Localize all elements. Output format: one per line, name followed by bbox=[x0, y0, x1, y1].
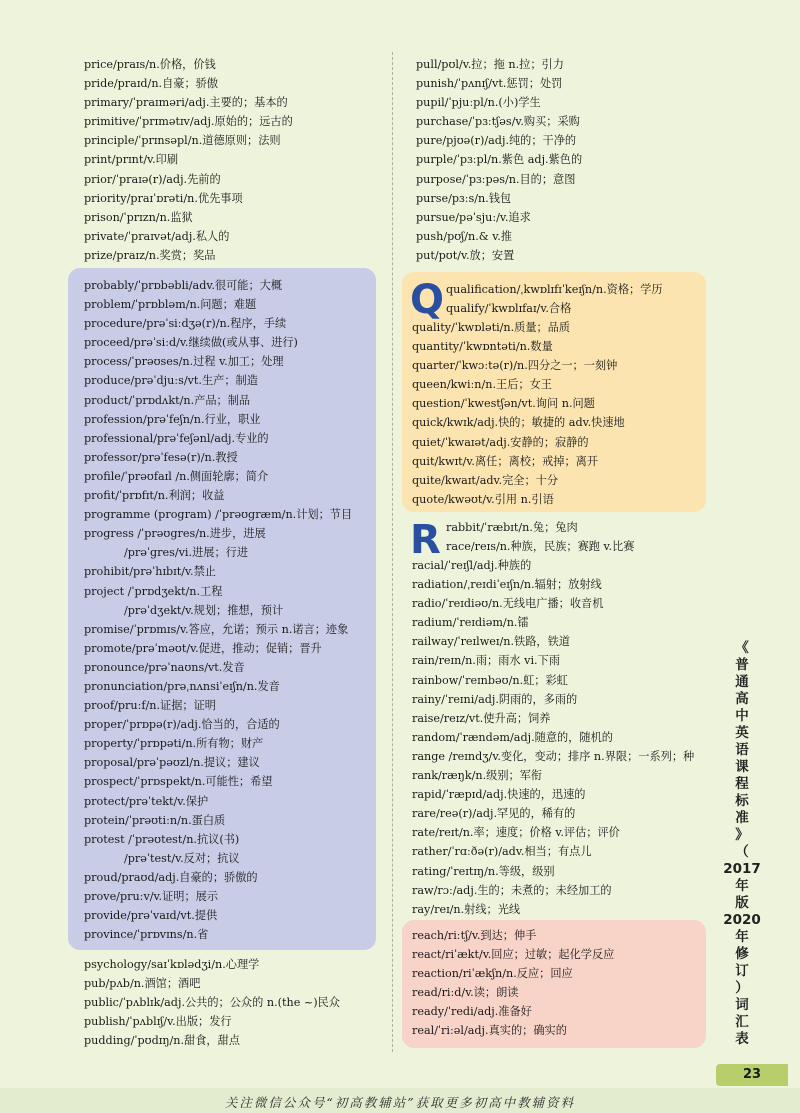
vocab-entry: punish/ˈpʌnɪʃ/vt.惩罚；处罚 bbox=[416, 77, 563, 91]
vocab-entry: push/pʊʃ/n.& v.推 bbox=[416, 229, 512, 243]
side-title-char: 词 bbox=[735, 997, 749, 1013]
r-box-entries bbox=[412, 926, 704, 1041]
vocab-entry: pull/pʊl/v.拉；拖 n.拉；引力 bbox=[416, 58, 564, 71]
vocab-entry: rain/reɪn/n.雨；雨水 vi.下雨 bbox=[412, 654, 560, 668]
right-column-top bbox=[416, 55, 706, 265]
section-letter-r: R bbox=[410, 517, 441, 563]
vocab-entry: put/pʊt/v.放；安置 bbox=[416, 248, 515, 262]
side-title-char: ） bbox=[735, 980, 749, 996]
vocab-entry: produce/prəˈdjuːs/vt.生产；制造 bbox=[84, 374, 258, 388]
vocab-entry: raise/reɪz/vt.使升高；饲养 bbox=[412, 711, 551, 725]
vocab-entry: qualification/ˌkwɒlɪfɪˈkeɪʃn/n.资格；学历 bbox=[446, 283, 663, 296]
side-title-char: 《 bbox=[735, 640, 749, 656]
side-title-char: （ bbox=[735, 844, 749, 860]
side-title-char: 汇 bbox=[735, 1014, 749, 1030]
side-title-char: 普 bbox=[735, 657, 749, 673]
side-title-char: 程 bbox=[735, 776, 749, 792]
side-title-char: 》 bbox=[735, 827, 749, 843]
vocab-entry: pub/pʌb/n.酒馆；酒吧 bbox=[84, 977, 201, 991]
vocab-entry: pupil/ˈpjuːpl/n.(小)学生 bbox=[416, 96, 541, 110]
vocab-entry: rainbow/ˈreɪnbəʊ/n.虹；彩虹 bbox=[412, 673, 568, 687]
vocab-entry: qualify/ˈkwɒlɪfaɪ/v.合格 bbox=[446, 302, 572, 316]
side-title-char: 订 bbox=[735, 963, 749, 979]
vocab-entry: problem/ˈprɒbləm/n.问题；难题 bbox=[84, 298, 257, 312]
vocab-entry: primary/ˈpraɪməri/adj.主要的；基本的 bbox=[84, 96, 288, 110]
vocab-entry: procedure/prəˈsiːdʒə(r)/n.程序，手续 bbox=[84, 317, 287, 331]
vocab-entry: quite/kwaɪt/adv.完全；十分 bbox=[412, 473, 559, 487]
vocab-entry: pronunciation/prəˌnʌnsiˈeɪʃn/n.发音 bbox=[84, 679, 280, 693]
side-title-char: 标 bbox=[735, 793, 749, 809]
vocab-entry: purchase/ˈpɜːtʃəs/v.购买；采购 bbox=[416, 115, 580, 129]
vocab-entry: railway/ˈreɪlweɪ/n.铁路，铁道 bbox=[412, 635, 570, 649]
vocab-entry: queen/kwiːn/n.王后；女王 bbox=[412, 378, 552, 392]
vocab-entry: proof/pruːf/n.证据；证明 bbox=[84, 699, 216, 713]
vocab-entry: rainy/ˈreɪni/adj.阴雨的，多雨的 bbox=[412, 692, 578, 706]
vocab-entry: raw/rɔː/adj.生的；未煮的；未经加工的 bbox=[412, 883, 612, 897]
vocab-entry: prohibit/prəˈhɪbɪt/v.禁止 bbox=[84, 565, 216, 579]
vocab-entry: proud/praʊd/adj.自豪的；骄傲的 bbox=[84, 870, 258, 884]
vocab-entry: prize/praɪz/n.奖赏；奖品 bbox=[84, 248, 216, 262]
vocab-entry: probably/ˈprɒbəbli/adv.很可能；大概 bbox=[84, 279, 283, 292]
vocab-entry: random/ˈrændəm/adj.随意的，随机的 bbox=[412, 730, 613, 744]
vocab-entry: province/ˈprɒvɪns/n.省 bbox=[84, 928, 209, 942]
vocab-entry: question/ˈkwestʃən/vt.询问 n.问题 bbox=[412, 397, 595, 411]
side-title-char: 英 bbox=[735, 725, 749, 741]
side-title-char: 高 bbox=[735, 691, 749, 707]
vocab-entry: process/ˈprəʊses/n.过程 v.加工；处理 bbox=[84, 355, 284, 369]
vocab-entry: real/ˈriːəl/adj.真实的；确实的 bbox=[412, 1024, 567, 1038]
vocab-entry: product/ˈprɒdʌkt/n.产品；制品 bbox=[84, 393, 251, 407]
side-title-char: 修 bbox=[735, 946, 749, 962]
vocab-entry: range /reɪndʒ/v.变化，变动；排序 n.界限；一系列；种 bbox=[412, 749, 695, 763]
vocab-entry: rather/ˈrɑːðə(r)/adv.相当；有点儿 bbox=[412, 845, 592, 859]
vocab-entry: proper/ˈprɒpə(r)/adj.恰当的，合适的 bbox=[84, 718, 280, 732]
vocab-entry: profile/ˈprəʊfaɪl /n.侧面轮廓；简介 bbox=[84, 469, 269, 483]
vocab-entry: primitive/ˈprɪmətɪv/adj.原始的；远古的 bbox=[84, 115, 293, 129]
vocab-entry: provide/prəˈvaɪd/vt.提供 bbox=[84, 909, 218, 923]
vocab-entry: profit/ˈprɒfɪt/n.利润；收益 bbox=[84, 489, 225, 503]
vocab-entry: project /ˈprɒdʒekt/n.工程 bbox=[84, 584, 223, 598]
vocab-entry: protest /ˈprəʊtest/n.抗议(书) bbox=[84, 832, 240, 846]
vocab-entry: quit/kwɪt/v.离任；离校；戒掉；离开 bbox=[412, 454, 599, 468]
vocab-entry: /prəˈgres/vi.进展；行进 bbox=[124, 546, 249, 560]
vocab-entry: prior/ˈpraɪə(r)/adj.先前的 bbox=[84, 172, 221, 186]
vocab-entry: /prəˈtest/v.反对；抗议 bbox=[124, 851, 240, 865]
vocab-entry: rare/reə(r)/adj.罕见的，稀有的 bbox=[412, 807, 576, 821]
side-title-char: 2020 bbox=[723, 912, 761, 928]
side-title-char: 表 bbox=[735, 1031, 749, 1047]
vocab-entry: proposal/prəˈpəʊzl/n.提议；建议 bbox=[84, 756, 260, 770]
vocab-entry: prove/pruːv/v.证明；展示 bbox=[84, 890, 219, 903]
vocab-entry: reach/riːtʃ/v.到达；伸手 bbox=[412, 929, 537, 942]
vocab-entry: purple/ˈpɜːpl/n.紫色 adj.紫色的 bbox=[416, 153, 583, 167]
vocab-entry: quiet/ˈkwaɪət/adj.安静的；寂静的 bbox=[412, 435, 589, 449]
vocab-entry: price/praɪs/n.价格，价钱 bbox=[84, 58, 216, 71]
side-title-char: 准 bbox=[735, 810, 749, 826]
vocab-entry: pride/praɪd/n.自豪；骄傲 bbox=[84, 77, 219, 91]
r-head-entries bbox=[446, 518, 701, 556]
vocab-entry: protect/prəˈtekt/v.保护 bbox=[84, 794, 209, 808]
vocab-entry: quick/kwɪk/adj.快的；敏捷的 adv.快速地 bbox=[412, 416, 625, 430]
vocab-entry: publish/ˈpʌblɪʃ/v.出版；发行 bbox=[84, 1015, 232, 1029]
side-title-char: 2017 bbox=[723, 861, 761, 877]
vocab-entry: principle/ˈprɪnsəpl/n.道德原则；法则 bbox=[84, 134, 281, 148]
side-title-char: 版 bbox=[735, 895, 749, 911]
vocab-entry: psychology/saɪˈkɒlədʒi/n.心理学 bbox=[84, 958, 260, 971]
vocab-entry: promote/prəˈməʊt/v.促进，推动；促销；晋升 bbox=[84, 641, 322, 655]
left-column-bottom bbox=[84, 955, 384, 1050]
side-title-char: 语 bbox=[735, 742, 749, 758]
vocab-entry: /prəˈdʒekt/v.规划；推想，预计 bbox=[124, 603, 284, 617]
vocab-entry: purpose/ˈpɜːpəs/n.目的；意图 bbox=[416, 172, 576, 186]
vocab-entry: racial/ˈreɪʃl/adj.种族的 bbox=[412, 559, 532, 572]
column-divider bbox=[392, 52, 393, 1052]
vocab-entry: ready/ˈredi/adj.准备好 bbox=[412, 1005, 532, 1019]
vocab-entry: protein/ˈprəʊtiːn/n.蛋白质 bbox=[84, 813, 226, 827]
left-column-box bbox=[84, 276, 374, 944]
vocab-entry: private/ˈpraɪvət/adj.私人的 bbox=[84, 229, 230, 243]
left-column-top bbox=[84, 55, 384, 265]
section-letter-q: Q bbox=[410, 277, 445, 323]
vocab-entry: professional/prəˈfeʃənl/adj.专业的 bbox=[84, 431, 269, 445]
r-entries bbox=[412, 556, 708, 919]
vocab-entry: radiation/ˌreɪdiˈeɪʃn/n.辐射；放射线 bbox=[412, 578, 602, 592]
side-title-char: 年 bbox=[735, 929, 749, 945]
vocab-entry: pure/pjʊə(r)/adj.纯的；干净的 bbox=[416, 134, 577, 148]
vocab-entry: reaction/riˈækʃn/n.反应；回应 bbox=[412, 967, 573, 981]
vocab-entry: prison/ˈprɪzn/n.监狱 bbox=[84, 210, 193, 224]
vocab-entry: quote/kwəʊt/v.引用 n.引语 bbox=[412, 492, 554, 506]
vocab-entry: ray/reɪ/n.射线；光线 bbox=[412, 902, 521, 916]
vocab-entry: rabbit/ˈræbɪt/n.兔；兔肉 bbox=[446, 521, 578, 534]
side-title-char: 年 bbox=[735, 878, 749, 894]
side-title-char: 课 bbox=[735, 759, 749, 775]
vocab-entry: profession/prəˈfeʃn/n.行业，职业 bbox=[84, 412, 261, 426]
vocab-entry: proceed/prəˈsiːd/v.继续做(或从事、进行) bbox=[84, 336, 298, 350]
footer-note: 关注微信公众号“初高教辅站”获取更多初高中教辅资料 bbox=[224, 1095, 576, 1110]
vocab-entry: purse/pɜːs/n.钱包 bbox=[416, 191, 512, 205]
vocab-entry: print/prɪnt/v.印刷 bbox=[84, 153, 179, 167]
vocab-entry: rank/ræŋk/n.级别；军衔 bbox=[412, 769, 543, 783]
vocab-entry: quarter/ˈkwɔːtə(r)/n.四分之一；一刻钟 bbox=[412, 359, 618, 373]
page-number: 23 bbox=[716, 1064, 788, 1086]
vocab-entry: quality/ˈkwɒləti/n.质量；品质 bbox=[412, 321, 571, 334]
vocab-entry: rating/ˈreɪtɪŋ/n.等级，级别 bbox=[412, 864, 555, 878]
vocab-entry: pursue/pəˈsjuː/v.追求 bbox=[416, 210, 531, 224]
vocab-entry: programme (program) /ˈprəʊgræm/n.计划；节目 bbox=[84, 508, 353, 522]
q-head-entries bbox=[446, 280, 701, 318]
vocab-entry: radium/ˈreɪdiəm/n.镭 bbox=[412, 616, 529, 630]
q-entries bbox=[412, 318, 704, 509]
side-title-char: 通 bbox=[735, 674, 749, 690]
side-title-char: 中 bbox=[735, 708, 749, 724]
vocab-entry: progress /ˈprəʊgres/n.进步，进展 bbox=[84, 527, 266, 541]
vocab-entry: pudding/ˈpʊdɪŋ/n.甜食，甜点 bbox=[84, 1034, 240, 1048]
vocab-entry: rapid/ˈræpɪd/adj.快速的，迅速的 bbox=[412, 788, 586, 802]
vocab-entry: rate/reɪt/n.率；速度；价格 v.评估；评价 bbox=[412, 826, 620, 840]
vocab-entry: professor/prəˈfesə(r)/n.教授 bbox=[84, 450, 238, 464]
vocab-entry: radio/ˈreɪdiəʊ/n.无线电广播；收音机 bbox=[412, 597, 604, 611]
vocab-entry: race/reɪs/n.种族，民族；赛跑 v.比赛 bbox=[446, 540, 635, 554]
vocab-entry: property/ˈprɒpəti/n.所有物；财产 bbox=[84, 737, 264, 751]
vocab-entry: quantity/ˈkwɒntəti/n.数量 bbox=[412, 340, 553, 354]
vocab-entry: pronounce/prəˈnaʊns/vt.发音 bbox=[84, 660, 245, 674]
vocab-entry: read/riːd/v.读；朗读 bbox=[412, 986, 519, 1000]
vocab-entry: promise/ˈprɒmɪs/v.答应，允诺；预示 n.诺言；迹象 bbox=[84, 622, 349, 636]
vocab-entry: priority/praɪˈɒrəti/n.优先事项 bbox=[84, 191, 243, 205]
vocab-entry: react/riˈækt/v.回应；过敏；起化学反应 bbox=[412, 948, 615, 962]
vocab-entry: public/ˈpʌblɪk/adj.公共的；公众的 n.(the ~)民众 bbox=[84, 996, 340, 1010]
vocab-entry: prospect/ˈprɒspekt/n.可能性；希望 bbox=[84, 775, 273, 789]
side-title bbox=[712, 640, 772, 1060]
